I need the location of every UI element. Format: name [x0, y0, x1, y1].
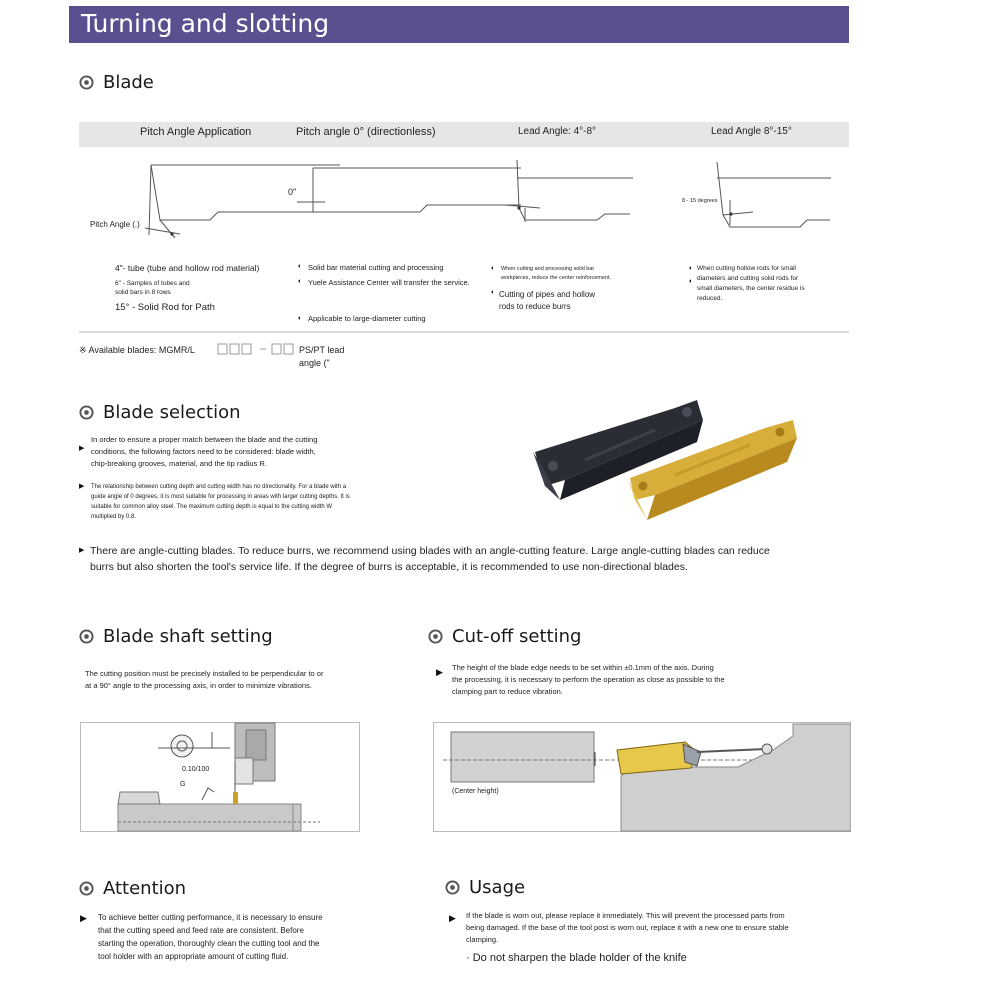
section-target-icon [79, 75, 94, 90]
bullet-icon: ◖ [490, 289, 495, 296]
col4-line1b: diameters and cutting solid rods for [697, 275, 799, 282]
blade-divider [79, 331, 849, 333]
available-blades-suffix-b: angle (" [299, 358, 330, 368]
available-blades-suffix-a: PS/PT lead [299, 345, 345, 355]
sel-p2c: suitable for common alloy steel. The maximum cutting depth is equal to the cutting width W [91, 504, 333, 510]
zero-label: 0" [288, 187, 297, 197]
col1-line1: 4"- tube (tube and hollow rod material) [115, 263, 260, 273]
col3-line2b: rods to reduce burrs [499, 302, 571, 311]
sel-p3a: There are angle-cutting blades. To reduce burrs, we recommend using blades with an angle-cutting feature. Large angle-cutting blades can reduce [90, 545, 770, 557]
col3-line1a: When cutting and processing solid bar [501, 266, 595, 272]
shaft-text-b: at a 90° angle to the processing axis, in order to minimize vibrations. [85, 681, 312, 690]
sel-p1c: chip-breaking grooves, material, and the tip radius R. [91, 459, 267, 468]
deg-label: 8 - 15 degrees [682, 198, 718, 204]
bullet-icon: ◖ [297, 263, 302, 270]
shaft-text-a: The cutting position must be precisely installed to be perpendicular to or [85, 669, 324, 678]
blade-inserts-photo [525, 390, 805, 525]
usage-heading: Usage [445, 877, 525, 898]
blade-selection-heading: Blade selection [79, 402, 241, 423]
col2-line2: Yuele Assistance Center will transfer the service. [308, 278, 470, 287]
arrow-bullet-icon: ▶ [449, 913, 456, 923]
bullet-icon: ◖ [490, 265, 495, 272]
center-height-label: (Center height) [452, 788, 499, 795]
attention-c: starting the operation, thoroughly clean the cutting tool and the [98, 939, 320, 948]
section-target-icon [428, 629, 443, 644]
gauge-label: 0.10/100 [182, 766, 210, 773]
usage-d: · Do not sharpen the blade holder of the knife [466, 952, 687, 964]
col-header-lead-8-15: Lead Angle 8°-15° [711, 126, 792, 137]
col2-line3: Applicable to large-diameter cutting [308, 314, 426, 323]
available-blades-prefix: ※ Available blades: MGMR/L [79, 345, 195, 355]
col-header-zero: Pitch angle 0° (directionless) [296, 126, 436, 138]
col4-line1d: reduced. [697, 295, 723, 302]
usage-a: If the blade is worn out, please replace it immediately. This will prevent the processed parts from [466, 911, 785, 920]
bullet-icon: ▶ [79, 483, 85, 490]
shaft-diagram [80, 722, 360, 832]
col4-line1a: When cutting hollow rods for small [697, 265, 796, 272]
sel-p2b: guide angle of 0 degrees, it is most suitable for processing in areas with larger cutting depths. It is [91, 494, 350, 500]
cutoff-text-b: the processing, it is necessary to perform the operation as close as possible to the [452, 675, 725, 684]
col1-line2a: 6" - Samples of tubes and [115, 280, 190, 287]
attention-d: tool holder with an appropriate amount of cutting fluid. [98, 952, 289, 961]
bullet-icon: ◖ [688, 278, 693, 285]
attention-a: To achieve better cutting performance, it is necessary to ensure [98, 913, 323, 922]
blank-code-boxes [217, 342, 297, 356]
g-label: G [180, 781, 186, 788]
bullet-icon: ◖ [688, 265, 693, 272]
bullet-icon: ◖ [297, 315, 302, 322]
attention-b: that the cutting speed and feed rate are consistent. Before [98, 926, 304, 935]
col3-line2a: Cutting of pipes and hollow [499, 290, 596, 299]
pitch-angle-label: Pitch Angle (.) [90, 220, 140, 229]
col1-line2b: solid bars in 8 rows [115, 289, 171, 296]
col4-line1c: small diameters, the center residue is [697, 285, 805, 292]
title-bar [69, 6, 849, 43]
cutoff-text-a: The height of the blade edge needs to be set within ±0.1mm of the axis. During [452, 663, 714, 672]
sel-p2d: multiplied by 0.8. [91, 514, 137, 520]
sel-p3b: burrs but also shorten the tool's service life. If the degree of burrs is acceptable, it is recommended to use non-directional blades. [90, 561, 688, 573]
attention-heading: Attention [79, 878, 186, 899]
bullet-icon: ▶ [79, 547, 85, 554]
col1-line3: 15° - Solid Rod for Path [115, 302, 215, 313]
bullet-icon: ▶ [79, 445, 85, 452]
shaft-heading: Blade shaft setting [79, 626, 273, 647]
section-target-icon [445, 880, 460, 895]
col-header-pitch: Pitch Angle Application [140, 126, 252, 138]
cutoff-diagram [433, 722, 851, 832]
section-target-icon [79, 881, 94, 896]
sel-p2a: The relationship between cutting depth and cutting width has no directionality. For a blade with a [91, 484, 347, 490]
cutoff-heading: Cut-off setting [428, 626, 581, 647]
blade-diagrams [85, 150, 845, 245]
sel-p1a: In order to ensure a proper match between the blade and the cutting [91, 435, 318, 444]
usage-c: clamping. [466, 935, 499, 944]
section-target-icon [79, 405, 94, 420]
blade-heading: Blade [79, 72, 154, 93]
col2-line1: Solid bar material cutting and processing [308, 263, 444, 272]
page-title: Turning and slotting [81, 9, 330, 38]
arrow-bullet-icon: ▶ [436, 667, 443, 677]
col3-line1b: workpieces, reduce the center reinforcement. [501, 275, 612, 281]
usage-b: being damaged. If the base of the tool post is worn out, replace it with a new one to ensure stable [466, 923, 789, 932]
section-target-icon [79, 629, 94, 644]
col-header-lead-4-8: Lead Angle: 4°-8° [518, 126, 597, 137]
sel-p1b: conditions, the following factors need to be considered: blade width, [91, 447, 316, 456]
arrow-bullet-icon: ▶ [80, 913, 87, 923]
cutoff-text-c: clamping part to reduce vibration. [452, 687, 563, 696]
bullet-icon: ◖ [297, 278, 302, 285]
